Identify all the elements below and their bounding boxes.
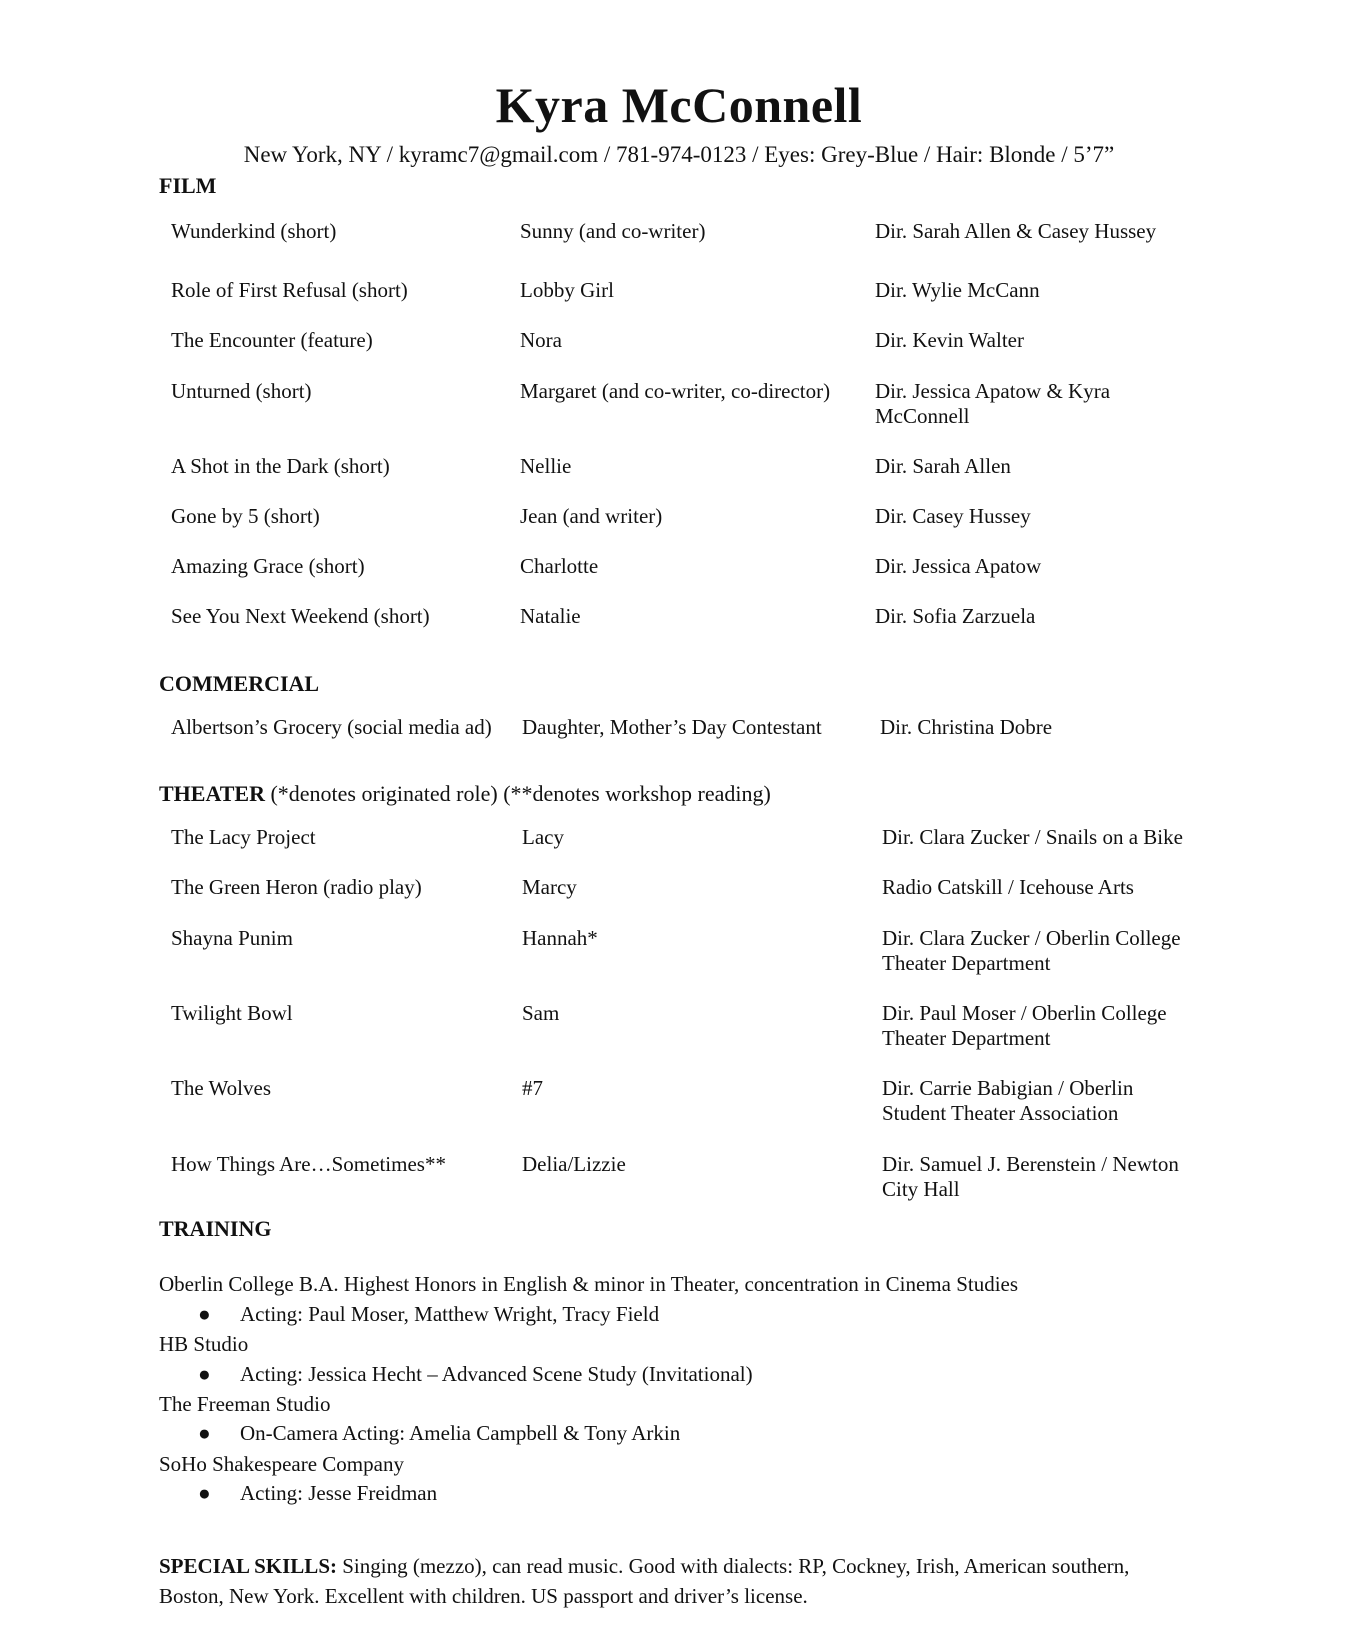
contact-line: New York, NY / kyramc7@gmail.com / 781-974-0123 / Eyes: Grey-Blue / Hair: Blonde / 5’7” (243, 142, 1115, 167)
theater-director: Dir. Samuel J. Berenstein / Newton City Hall (882, 1152, 1179, 1201)
film-role: Nellie (520, 454, 572, 478)
training-school: SoHo Shakespeare Company (159, 1452, 404, 1476)
film-heading: FILM (159, 173, 217, 198)
theater-title: The Green Heron (radio play) (171, 875, 422, 899)
film-title: Role of First Refusal (short) (171, 278, 408, 302)
theater-director: Dir. Carrie Babigian / Oberlin Student Theater Association (882, 1076, 1134, 1125)
film-role: Jean (and writer) (520, 504, 663, 528)
theater-title: Twilight Bowl (171, 1001, 293, 1025)
training-detail-text: Acting: Jessica Hecht – Advanced Scene Study (Invitational) (240, 1362, 753, 1386)
training-detail-text: Acting: Paul Moser, Matthew Wright, Tracy Field (240, 1302, 660, 1326)
commercial-heading: COMMERCIAL (159, 671, 320, 696)
theater-title: The Wolves (171, 1076, 271, 1100)
film-role: Nora (520, 328, 562, 352)
training-school: The Freeman Studio (159, 1392, 331, 1416)
film-role: Sunny (and co-writer) (520, 219, 706, 243)
special-skills (159, 1551, 1179, 1611)
theater-heading-label: THEATER (159, 781, 265, 806)
film-director: Dir. Sofia Zarzuela (875, 604, 1036, 628)
theater-note: (*denotes originated role) (**denotes workshop reading) (264, 781, 771, 806)
film-director: Dir. Jessica Apatow (875, 554, 1042, 578)
bullet-icon: ● (198, 1302, 211, 1326)
film-title: Wunderkind (short) (171, 219, 337, 243)
film-title: See You Next Weekend (short) (171, 604, 430, 628)
bullet-icon: ● (198, 1362, 211, 1386)
training-detail (198, 1481, 437, 1506)
theater-role: Delia/Lizzie (522, 1152, 626, 1176)
theater-title: How Things Are…Sometimes** (171, 1152, 446, 1176)
commercial-role: Daughter, Mother’s Day Contestant (522, 715, 822, 739)
training-detail (198, 1421, 680, 1446)
film-role: Natalie (520, 604, 581, 628)
training-detail (198, 1362, 753, 1387)
theater-title: The Lacy Project (171, 825, 316, 849)
film-title: Amazing Grace (short) (171, 554, 365, 578)
commercial-director: Dir. Christina Dobre (880, 715, 1053, 739)
film-director: Dir. Sarah Allen & Casey Hussey (875, 219, 1157, 243)
theater-role: Marcy (522, 875, 577, 899)
training-heading: TRAINING (159, 1216, 272, 1241)
film-title: Unturned (short) (171, 379, 312, 403)
film-director: Dir. Jessica Apatow & Kyra McConnell (875, 379, 1111, 428)
resume-name: Kyra McConnell (495, 77, 863, 133)
film-title: The Encounter (feature) (171, 328, 373, 352)
theater-director: Dir. Paul Moser / Oberlin College Theater Department (882, 1001, 1167, 1050)
theater-heading (159, 781, 771, 807)
theater-role: Lacy (522, 825, 564, 849)
training-detail-text: Acting: Jesse Freidman (240, 1481, 438, 1505)
bullet-icon: ● (198, 1481, 211, 1505)
film-title: A Shot in the Dark (short) (171, 454, 390, 478)
special-skills-label: SPECIAL SKILLS: (159, 1554, 337, 1578)
film-role: Charlotte (520, 554, 599, 578)
training-school: Oberlin College B.A. Highest Honors in English & minor in Theater, concentration in Cinema Studies (159, 1272, 1019, 1296)
film-role: Lobby Girl (520, 278, 614, 302)
film-title: Gone by 5 (short) (171, 504, 320, 528)
theater-director: Dir. Clara Zucker / Snails on a Bike (882, 825, 1183, 849)
theater-role: Sam (522, 1001, 560, 1025)
training-detail (198, 1302, 659, 1327)
film-director: Dir. Wylie McCann (875, 278, 1040, 302)
film-director: Dir. Casey Hussey (875, 504, 1031, 528)
theater-director: Radio Catskill / Icehouse Arts (882, 875, 1134, 899)
commercial-title: Albertson’s Grocery (social media ad) (171, 715, 492, 739)
theater-title: Shayna Punim (171, 926, 293, 950)
film-director: Dir. Kevin Walter (875, 328, 1024, 352)
film-role: Margaret (and co-writer, co-director) (520, 379, 831, 403)
training-detail-text: On-Camera Acting: Amelia Campbell & Tony Arkin (240, 1421, 681, 1445)
special-skills-text: Singing (mezzo), can read music. Good with dialects: RP, Cockney, Irish, American southern, Boston, New York. Excellent with children. US passport and driver’s license. (159, 1554, 1130, 1608)
theater-role: Hannah* (522, 926, 598, 950)
film-director: Dir. Sarah Allen (875, 454, 1011, 478)
theater-director: Dir. Clara Zucker / Oberlin College Theater Department (882, 926, 1181, 975)
theater-role: #7 (522, 1076, 543, 1100)
bullet-icon: ● (198, 1421, 211, 1445)
training-school: HB Studio (159, 1332, 249, 1356)
